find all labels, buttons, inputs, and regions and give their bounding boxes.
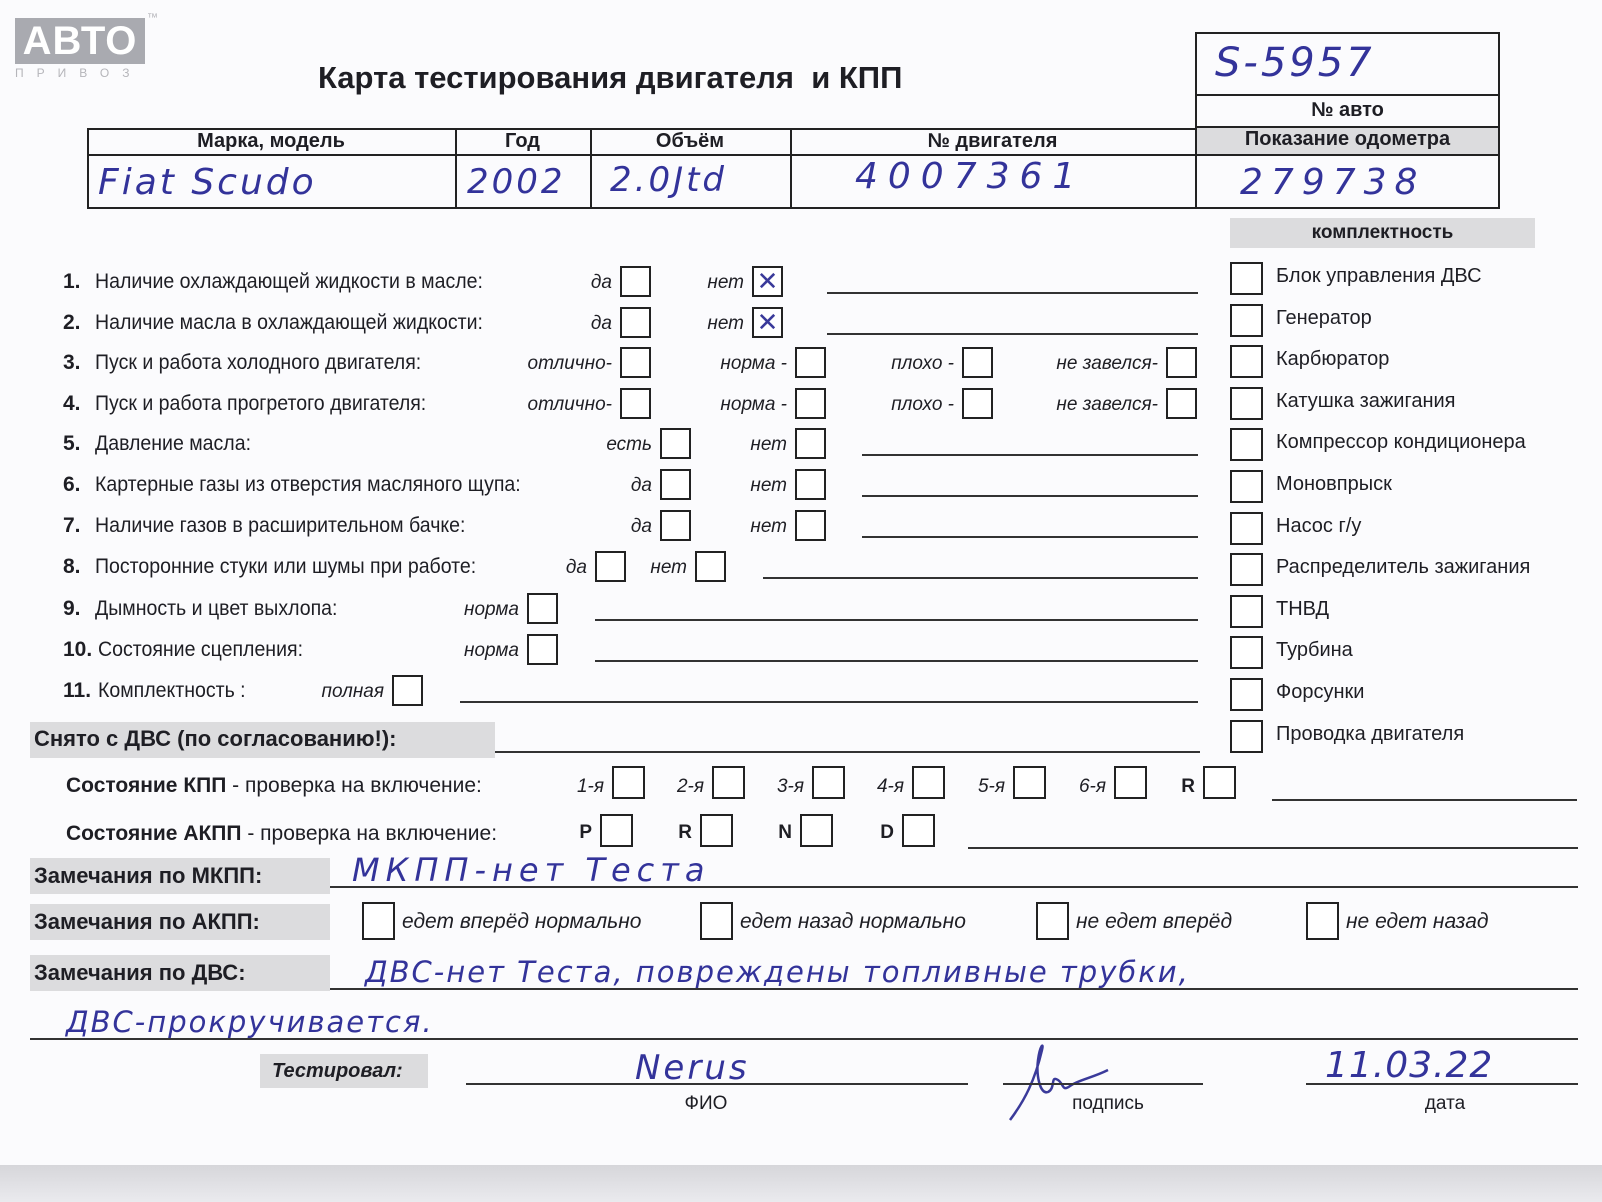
remarks-dvs-label: Замечания по ДВС: bbox=[34, 960, 246, 985]
removed-line bbox=[495, 751, 1200, 753]
completeness-item-label: Форсунки bbox=[1276, 681, 1365, 703]
check-number: 1. bbox=[63, 270, 81, 293]
check-option-label: да bbox=[630, 475, 652, 496]
akpp-remark-checkbox[interactable] bbox=[1306, 902, 1339, 940]
check-option-label: да bbox=[630, 516, 652, 537]
completeness-checkbox[interactable] bbox=[1230, 553, 1263, 586]
check-option-label: нет bbox=[707, 272, 744, 293]
check-notes-line bbox=[862, 454, 1198, 456]
check-label: Комплектность : bbox=[98, 679, 246, 702]
check-label: Пуск и работа прогретого двигателя: bbox=[95, 392, 427, 415]
tested-label: Тестировал: bbox=[272, 1060, 403, 1082]
check-option-label: норма bbox=[464, 640, 519, 661]
auto-number-label: № авто bbox=[1311, 99, 1384, 121]
kpp-label bbox=[66, 774, 482, 798]
check-option-checkbox[interactable] bbox=[527, 634, 558, 665]
check-label: Состояние сцепления: bbox=[98, 638, 304, 661]
akpp-remark-label: едет вперёд нормально bbox=[402, 910, 642, 933]
check-label: Наличие охлаждающей жидкости в масле: bbox=[95, 270, 483, 293]
completeness-title-text: комплектность bbox=[1311, 222, 1454, 243]
signature-line bbox=[1003, 1083, 1203, 1085]
check-option-label: отлично- bbox=[527, 353, 612, 374]
akpp-gear-label: R bbox=[678, 822, 692, 843]
value-make: Fiat Scudo bbox=[98, 162, 317, 203]
kpp-gear-label: 1-я bbox=[576, 776, 604, 797]
check-option-label: плохо - bbox=[891, 394, 954, 415]
check-option-label: есть bbox=[606, 434, 652, 455]
akpp-remark-checkbox[interactable] bbox=[362, 902, 395, 940]
kpp-gear-label: 3-я bbox=[776, 776, 804, 797]
check-number: 11. bbox=[63, 679, 92, 702]
check-option-label: норма - bbox=[720, 394, 787, 415]
akpp-label bbox=[66, 822, 497, 846]
check-number: 3. bbox=[63, 351, 81, 374]
check-option-label: норма bbox=[464, 599, 519, 620]
check-option-checkbox[interactable] bbox=[527, 593, 558, 624]
check-option-checkbox[interactable] bbox=[392, 675, 423, 706]
check-notes-line bbox=[827, 333, 1198, 335]
check-option-checkbox[interactable] bbox=[795, 428, 826, 459]
kpp-gear-checkbox[interactable] bbox=[612, 766, 645, 799]
completeness-item-label: Компрессор кондиционера bbox=[1276, 431, 1526, 454]
check-notes-line bbox=[862, 495, 1198, 497]
kpp-gear-checkbox[interactable] bbox=[912, 766, 945, 799]
completeness-item-label: Моновпрыск bbox=[1276, 473, 1392, 495]
akpp-gear-checkbox[interactable] bbox=[902, 814, 935, 847]
completeness-checkbox[interactable] bbox=[1230, 428, 1263, 461]
check-number: 10. bbox=[63, 638, 93, 661]
caption-date: дата bbox=[1424, 1093, 1466, 1114]
removed-label: Снято с ДВС (по согласованию!): bbox=[34, 726, 397, 751]
col-header-odometer: Показание одометра bbox=[1244, 128, 1451, 150]
check-notes-line bbox=[763, 577, 1198, 579]
check-number: 5. bbox=[63, 432, 81, 455]
check-option-label: плохо - bbox=[891, 353, 954, 374]
tested-date: 11.03.22 bbox=[1325, 1045, 1494, 1086]
kpp-label-rest: - проверка на включение: bbox=[226, 774, 482, 797]
col-header-volume: Объём bbox=[655, 130, 725, 152]
remarks-mkpp-value: МКПП-нет Теста bbox=[352, 851, 711, 889]
completeness-checkbox[interactable] bbox=[1230, 595, 1263, 628]
akpp-remark-checkbox[interactable] bbox=[1036, 902, 1069, 940]
kpp-gear-label: R bbox=[1181, 776, 1195, 797]
check-notes-line bbox=[460, 701, 1198, 703]
auto-number-value: S-5957 bbox=[1215, 40, 1375, 86]
check-notes-line bbox=[827, 292, 1198, 294]
value-volume: 2.0Jtd bbox=[610, 160, 728, 200]
kpp-line bbox=[1272, 799, 1577, 801]
completeness-item-label: Карбюратор bbox=[1276, 348, 1390, 371]
completeness-checkbox[interactable] bbox=[1230, 720, 1263, 753]
value-engine-no: 4007361 bbox=[855, 156, 1086, 197]
kpp-gear-label: 6-я bbox=[1078, 776, 1106, 797]
kpp-gear-checkbox[interactable] bbox=[1013, 766, 1046, 799]
check-number: 4. bbox=[63, 392, 81, 415]
akpp-remark-checkbox[interactable] bbox=[700, 902, 733, 940]
akpp-gear-label: N bbox=[778, 822, 792, 843]
akpp-gear-checkbox[interactable] bbox=[600, 814, 633, 847]
check-notes-line bbox=[595, 619, 1198, 621]
completeness-checkbox[interactable] bbox=[1230, 345, 1263, 378]
kpp-gear-checkbox[interactable] bbox=[1203, 766, 1236, 799]
check-number: 9. bbox=[63, 597, 81, 620]
check-option-checkbox[interactable] bbox=[962, 347, 993, 378]
caption-signature: подпись bbox=[1072, 1093, 1144, 1114]
completeness-checkbox[interactable] bbox=[1230, 304, 1263, 337]
check-mark-x-icon: ✕ bbox=[756, 307, 779, 337]
check-option-label: нет bbox=[750, 516, 787, 537]
check-option-label: да bbox=[590, 313, 612, 334]
tested-name: Nerus bbox=[635, 1048, 750, 1088]
logo-main: АВТО bbox=[15, 18, 145, 64]
kpp-gear-checkbox[interactable] bbox=[812, 766, 845, 799]
completeness-item-label: Катушка зажигания bbox=[1276, 389, 1456, 412]
akpp-gear-checkbox[interactable] bbox=[700, 814, 733, 847]
check-label: Картерные газы из отверстия масляного щупа: bbox=[95, 473, 521, 496]
check-option-checkbox[interactable] bbox=[695, 551, 726, 582]
akpp-line bbox=[968, 847, 1578, 849]
check-option-checkbox[interactable] bbox=[1166, 388, 1197, 419]
check-option-label: нет bbox=[650, 557, 687, 578]
akpp-label-bold: Состояние АКПП bbox=[66, 822, 242, 845]
check-label: Наличие газов в расширительном бачке: bbox=[95, 514, 466, 537]
remarks-akpp-label: Замечания по АКПП: bbox=[34, 909, 260, 934]
kpp-gear-label: 5-я bbox=[977, 776, 1005, 797]
completeness-checkbox[interactable] bbox=[1230, 678, 1263, 711]
kpp-gear-label: 4-я bbox=[876, 776, 904, 797]
check-label: Дымность и цвет выхлопа: bbox=[95, 597, 338, 620]
completeness-item-label: Генератор bbox=[1276, 306, 1372, 329]
check-option-label: не завелся- bbox=[1056, 353, 1158, 374]
caption-fio: ФИО bbox=[684, 1093, 728, 1114]
table-header-rule bbox=[87, 154, 1500, 156]
completeness-checkbox[interactable] bbox=[1230, 512, 1263, 545]
value-odometer: 279738 bbox=[1240, 162, 1426, 203]
page-title: Карта тестирования двигателя и КПП bbox=[318, 60, 903, 95]
check-number: 2. bbox=[63, 311, 81, 334]
completeness-checkbox[interactable] bbox=[1230, 636, 1263, 669]
akpp-remark-label: не едет назад bbox=[1346, 910, 1489, 933]
kpp-gear-checkbox[interactable] bbox=[712, 766, 745, 799]
check-number: 6. bbox=[63, 473, 81, 496]
akpp-label-rest: - проверка на включение: bbox=[241, 822, 498, 845]
check-label: Пуск и работа холодного двигателя: bbox=[95, 351, 422, 374]
check-option-label: нет bbox=[750, 434, 787, 455]
auto-number-divider bbox=[1195, 94, 1500, 96]
check-option-label: норма - bbox=[720, 353, 787, 374]
check-option-label: не завелся- bbox=[1056, 394, 1158, 415]
value-year: 2002 bbox=[467, 162, 566, 202]
logo bbox=[15, 12, 158, 82]
check-option-checkbox[interactable] bbox=[795, 469, 826, 500]
completeness-checkbox[interactable] bbox=[1230, 470, 1263, 503]
remarks-mkpp-label: Замечания по МКПП: bbox=[34, 863, 263, 888]
completeness-checkbox[interactable] bbox=[1230, 262, 1263, 295]
completeness-item-label: Блок управления ДВС bbox=[1276, 265, 1482, 287]
akpp-gear-label: P bbox=[579, 822, 592, 843]
kpp-gear-label: 2-я bbox=[676, 776, 704, 797]
akpp-gear-checkbox[interactable] bbox=[800, 814, 833, 847]
remarks-dvs-rule2 bbox=[30, 1038, 1578, 1040]
card-shadow bbox=[0, 1165, 1602, 1202]
check-option-label: нет bbox=[750, 475, 787, 496]
check-option-label: да bbox=[565, 557, 587, 578]
check-option-label: полная bbox=[321, 681, 384, 702]
check-label: Давление масла: bbox=[95, 432, 251, 455]
check-option-label: да bbox=[590, 272, 612, 293]
remarks-mkpp-line bbox=[330, 886, 1578, 888]
akpp-remark-label: не едет вперёд bbox=[1076, 910, 1233, 933]
check-notes-line bbox=[595, 660, 1198, 662]
completeness-item-label: ТНВД bbox=[1276, 597, 1330, 620]
col-header-make: Марка, модель bbox=[197, 130, 345, 152]
check-notes-line bbox=[862, 536, 1198, 538]
check-number: 7. bbox=[63, 514, 81, 537]
remarks-dvs-line2: ДВС-прокручивается. bbox=[66, 1005, 434, 1039]
date-line bbox=[1306, 1083, 1578, 1085]
check-number: 8. bbox=[63, 555, 81, 578]
check-option-checkbox[interactable] bbox=[795, 510, 826, 541]
akpp-remark-label: едет назад нормально bbox=[740, 910, 966, 933]
check-label: Посторонние стуки или шумы при работе: bbox=[95, 555, 477, 578]
check-label: Наличие масла в охлаждающей жидкости: bbox=[95, 311, 483, 334]
check-option-checkbox[interactable] bbox=[1166, 347, 1197, 378]
akpp-gear-label: D bbox=[880, 822, 894, 843]
logo-tm: ™ bbox=[147, 12, 158, 24]
remarks-dvs-rule1 bbox=[330, 988, 1578, 990]
check-option-checkbox[interactable] bbox=[962, 388, 993, 419]
logo-sub: ПРИВОЗ bbox=[15, 66, 143, 80]
col-header-engine-no: № двигателя bbox=[927, 130, 1058, 152]
col-header-year: Год bbox=[505, 130, 540, 152]
check-option-label: отлично- bbox=[527, 394, 612, 415]
kpp-label-bold: Состояние КПП bbox=[66, 774, 227, 797]
remarks-dvs-line1: ДВС-нет Теста, повреждены топливные трубки, bbox=[365, 955, 1190, 989]
check-option-label: нет bbox=[707, 313, 744, 334]
check-mark-x-icon: ✕ bbox=[756, 266, 779, 296]
completeness-item-label: Турбина bbox=[1276, 639, 1353, 662]
completeness-item-label: Насос г/у bbox=[1276, 514, 1362, 537]
completeness-checkbox[interactable] bbox=[1230, 387, 1263, 420]
completeness-item-label: Проводка двигателя bbox=[1276, 722, 1465, 745]
completeness-item-label: Распределитель зажигания bbox=[1276, 556, 1531, 579]
tested-name-line bbox=[466, 1083, 968, 1085]
